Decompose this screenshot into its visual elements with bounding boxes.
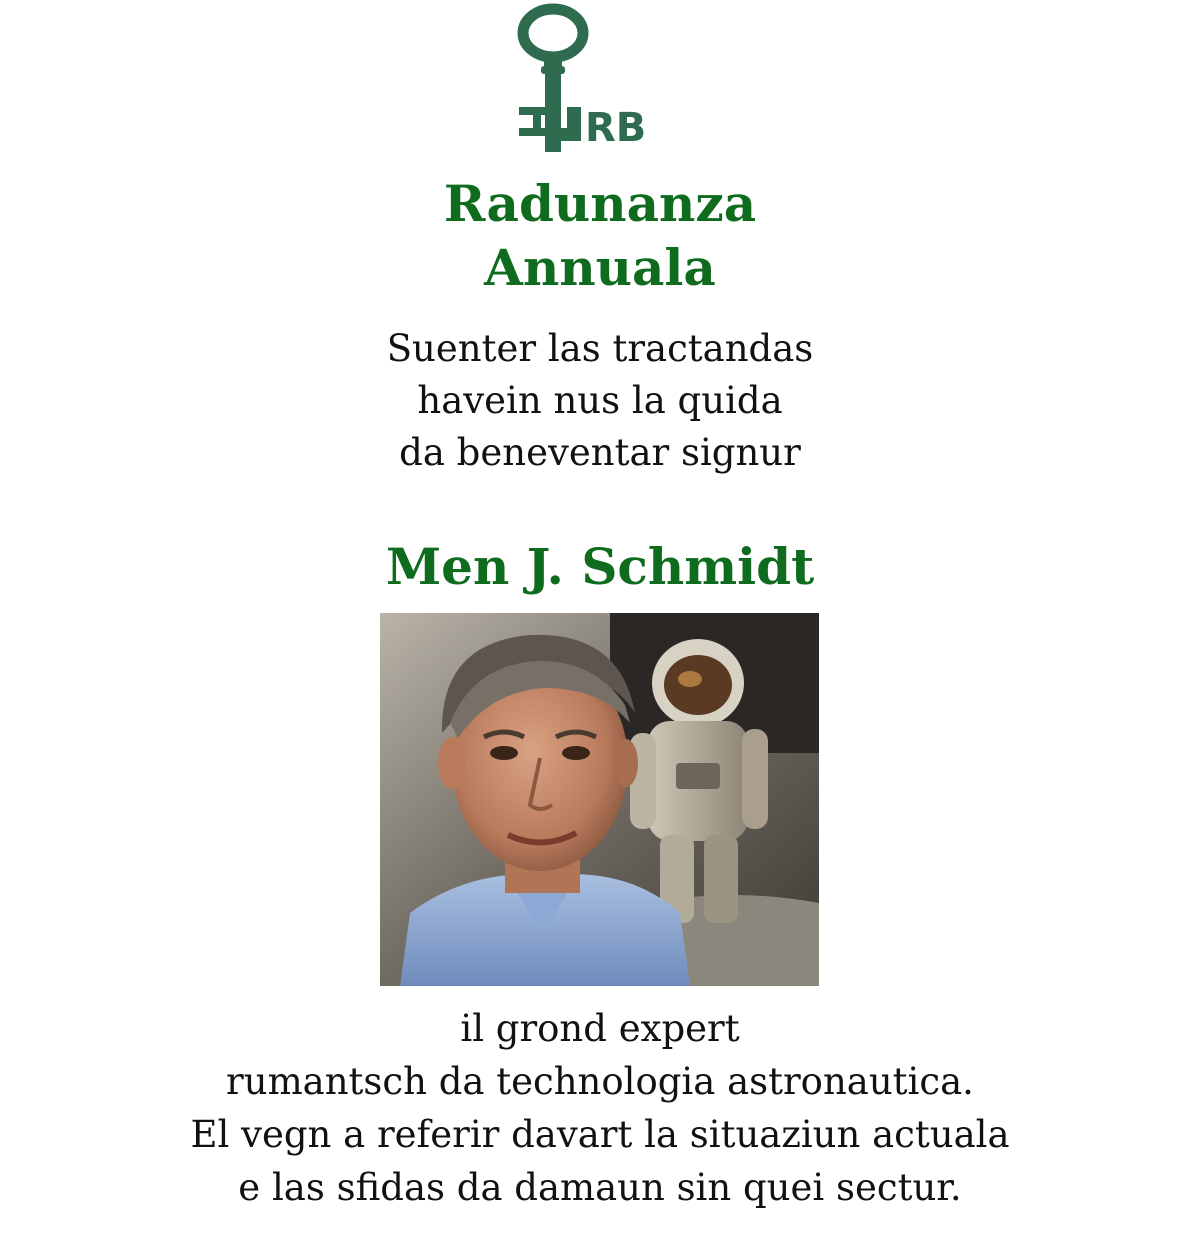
event-title — [0, 172, 1200, 300]
urb-key-logo — [515, 0, 685, 155]
title-line-2: Annuala — [484, 238, 716, 297]
description-line-3: El vegn a referir davart la situaziun actuala — [190, 1113, 1010, 1156]
intro-text — [0, 323, 1200, 479]
logo-text: RB — [585, 105, 647, 151]
description-line-2: rumantsch da technologia astronautica. — [226, 1060, 974, 1103]
speaker-name: Men J. Schmidt — [385, 537, 815, 596]
description-line-1: il grond expert — [460, 1007, 740, 1050]
title-line-1: Radunanza — [443, 174, 757, 233]
speaker-photo — [380, 613, 819, 986]
intro-line-2: havein nus la quida — [417, 379, 783, 422]
speaker-description — [0, 1002, 1200, 1214]
description-line-4: e las sfidas da damaun sin quei sectur. — [238, 1166, 962, 1209]
intro-line-1: Suenter las tractandas — [386, 327, 814, 370]
intro-line-3: da beneventar signur — [399, 431, 801, 474]
